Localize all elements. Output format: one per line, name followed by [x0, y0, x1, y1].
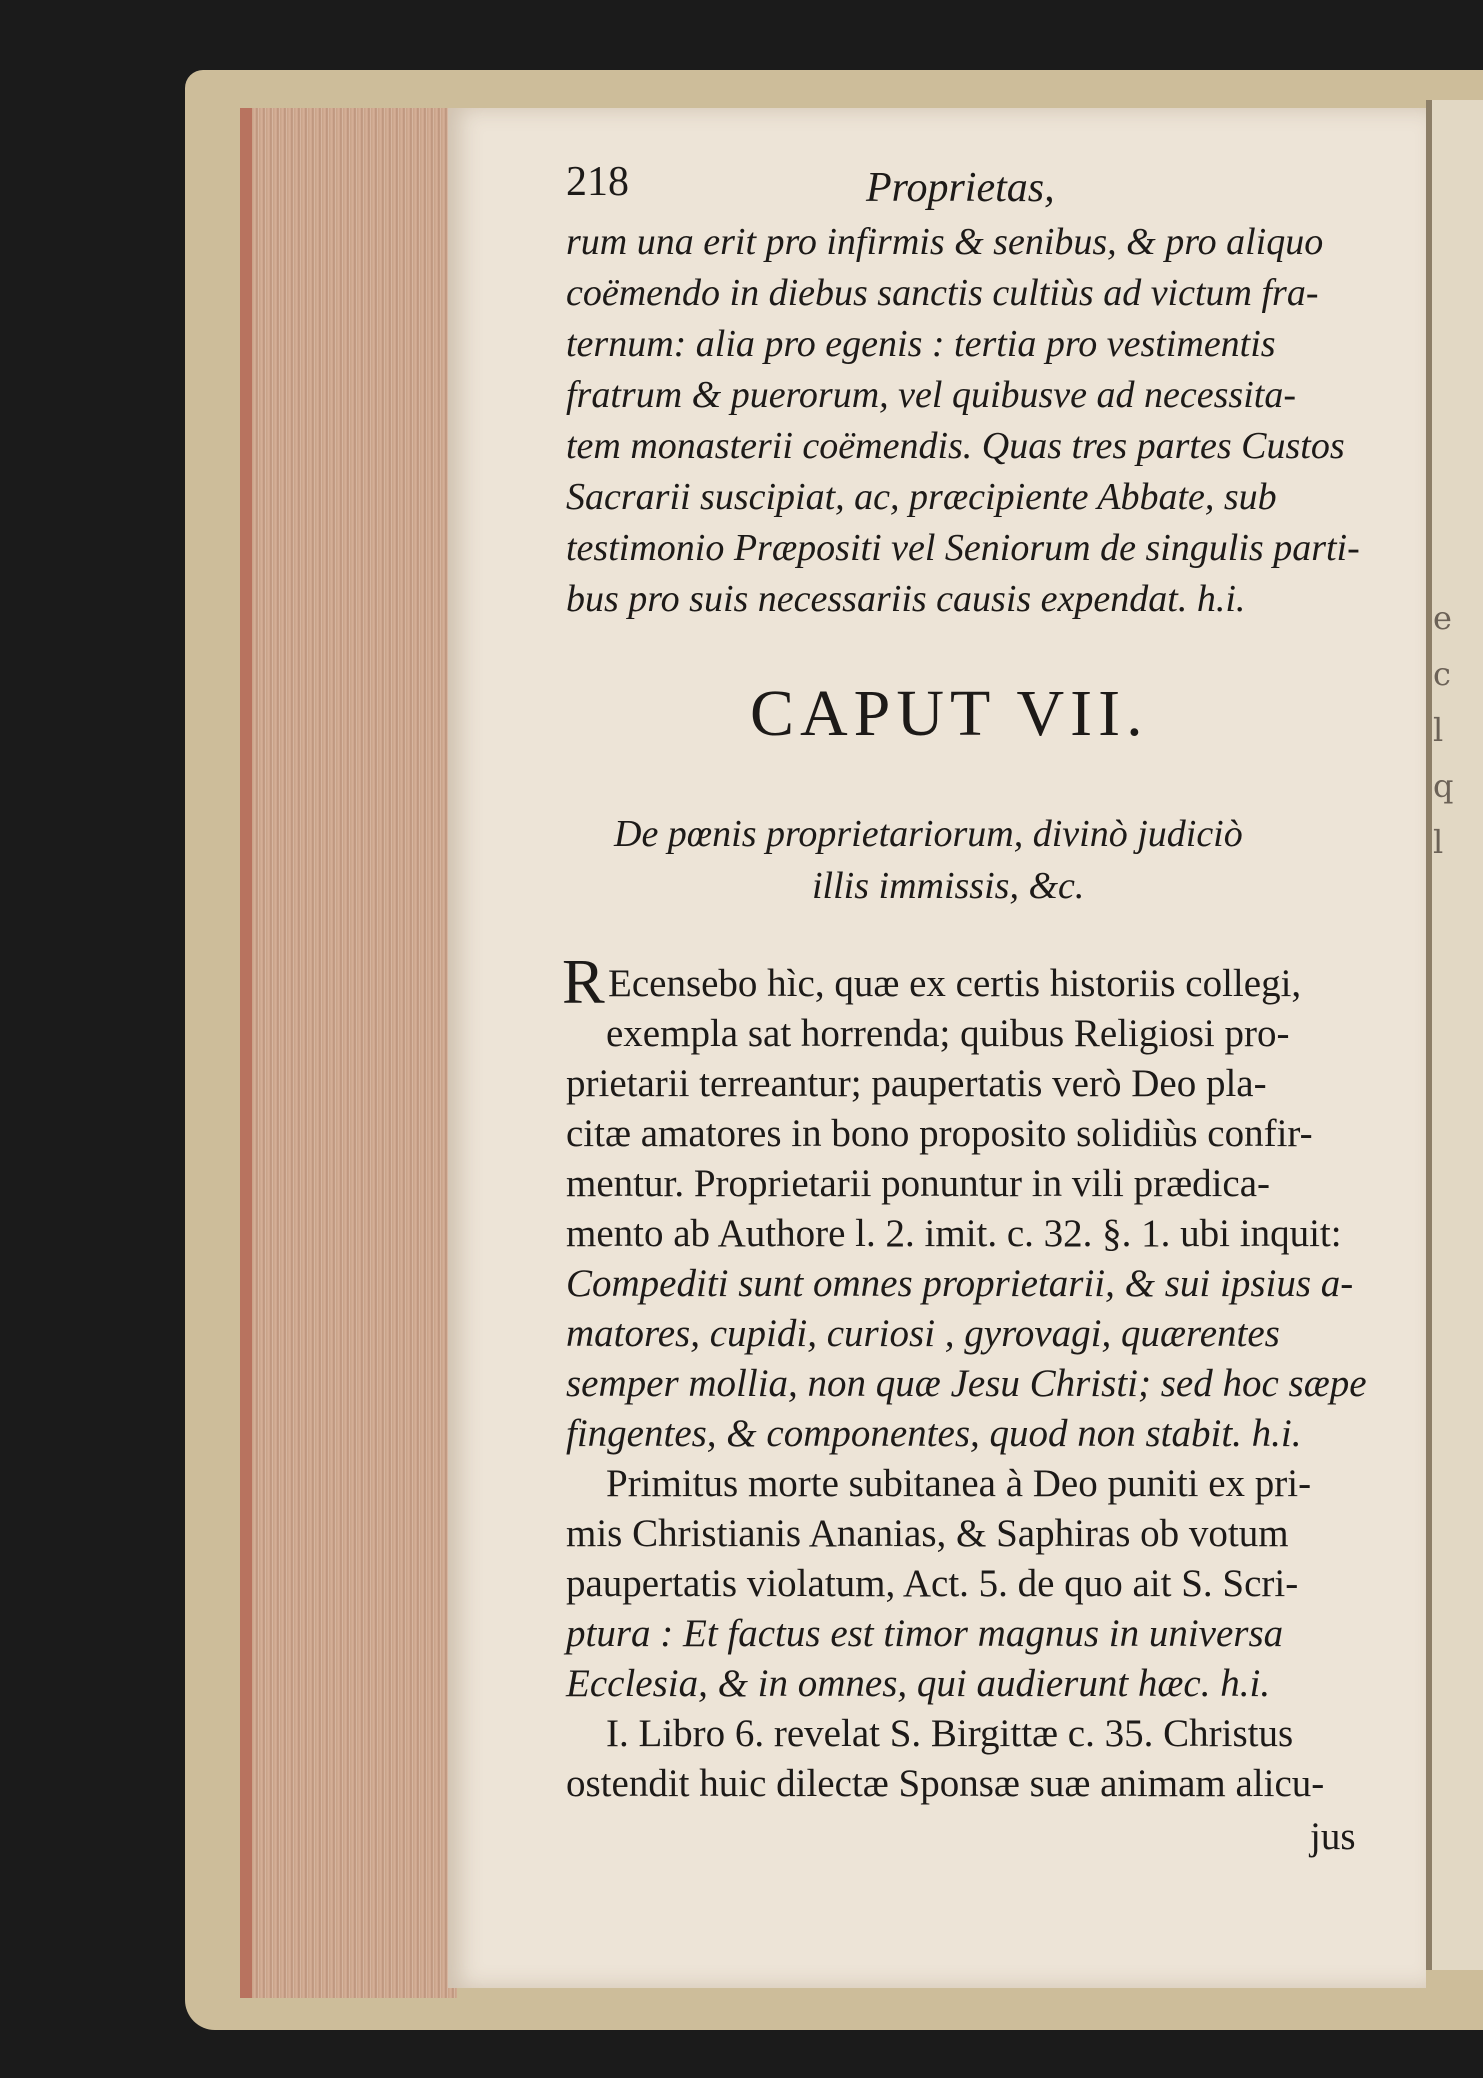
facing-page — [1426, 100, 1483, 1970]
book-page — [448, 108, 1426, 1988]
text-line: mento ab Authore l. 2. imit. c. 32. §. 1. ubi inquit: — [566, 1212, 1342, 1255]
text-line: fingentes, & componentes, quod non stabit. h.i. — [566, 1412, 1302, 1455]
text-line: tem monasterii coëmendis. Quas tres partes Custos — [566, 425, 1345, 467]
text-line: Primitus morte subitanea à Deo puniti ex pri- — [606, 1462, 1312, 1505]
text-line: fratrum & puerorum, vel quibusve ad necessita- — [566, 374, 1296, 416]
catchword: jus — [1310, 1815, 1356, 1858]
text-line: semper mollia, non quæ Jesu Christi; sed hoc sæpe — [566, 1362, 1367, 1405]
text-line: mis Christianis Ananias, & Saphiras ob votum — [566, 1512, 1289, 1555]
text-line: paupertatis violatum, Act. 5. de quo ait S. Scri- — [566, 1562, 1299, 1605]
text-line: coëmendo in diebus sanctis cultiùs ad victum fra- — [566, 272, 1319, 314]
text-line: bus pro suis necessariis causis expendat. h.i. — [566, 578, 1246, 620]
page-number: 218 — [566, 159, 629, 205]
text-line: mentur. Proprietarii ponuntur in vili prædica- — [566, 1162, 1271, 1205]
text-line: ptura : Et factus est timor magnus in universa — [566, 1612, 1284, 1655]
text-line: Ecclesia, & in omnes, qui audierunt hæc. h.i. — [566, 1662, 1271, 1705]
facing-page-text: e c l q l — [1433, 599, 1454, 861]
text-line: prietarii terreantur; paupertatis verò Deo pla- — [566, 1062, 1267, 1105]
text-line: exempla sat horrenda; quibus Religiosi pro- — [606, 1012, 1290, 1055]
text-line: rum una erit pro infirmis & senibus, & pro aliquo — [566, 221, 1324, 263]
chapter-title: CAPUT VII. — [750, 677, 1149, 750]
drop-cap: R — [562, 946, 605, 1017]
text-line: ternum: alia pro egenis : tertia pro vestimentis — [566, 323, 1276, 365]
chapter-subtitle-line1: De pœnis proprietariorum, divinò judiciò — [614, 813, 1243, 855]
text-line: Sacrarii suscipiat, ac, præcipiente Abbate, sub — [566, 476, 1277, 518]
text-line: citæ amatores in bono proposito solidiùs confir- — [566, 1112, 1313, 1155]
text-line: Ecensebo hìc, quæ ex certis historiis collegi, — [608, 962, 1302, 1005]
running-head: Proprietas, — [866, 165, 1055, 211]
chapter-subtitle-line2: illis immissis, &c. — [812, 865, 1085, 907]
text-line: ostendit huic dilectæ Sponsæ suæ animam alicu- — [566, 1762, 1325, 1805]
text-line: Compediti sunt omnes proprietarii, & sui ipsius a- — [566, 1262, 1354, 1305]
page-edges — [240, 108, 457, 1998]
text-line: testimonio Præpositi vel Seniorum de singulis parti- — [566, 527, 1360, 569]
text-line: matores, cupidi, curiosi , gyrovagi, quærentes — [566, 1312, 1280, 1355]
text-line: I. Libro 6. revelat S. Birgittæ c. 35. Christus — [606, 1712, 1294, 1755]
